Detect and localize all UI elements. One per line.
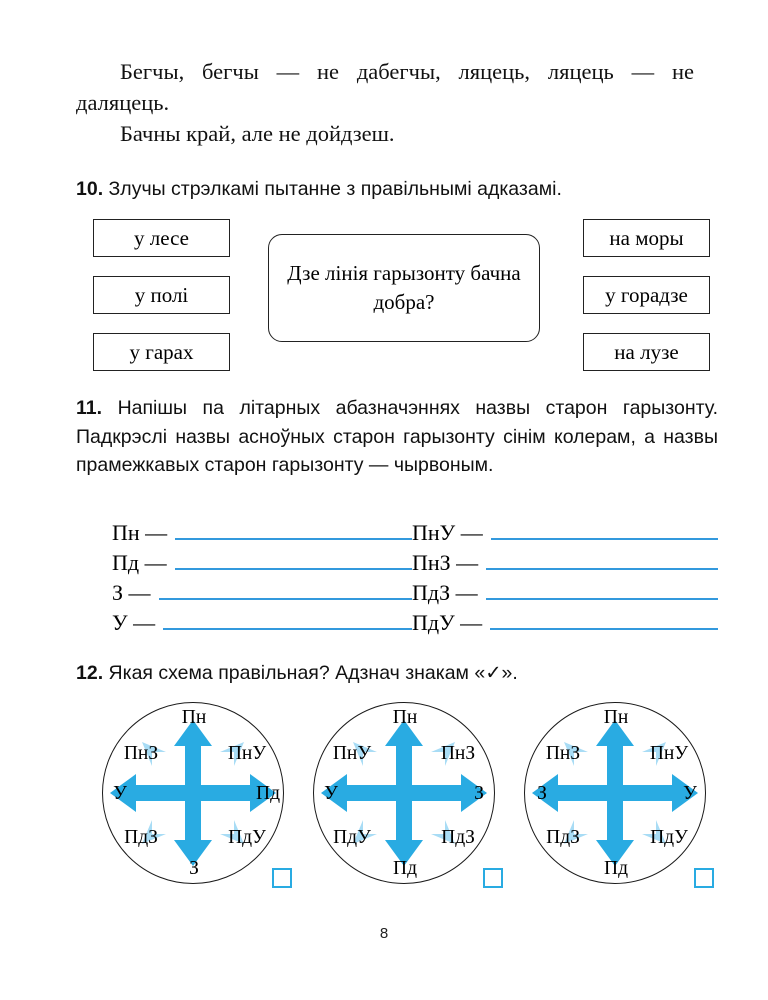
blank-label: ПнЗ —	[412, 550, 479, 575]
compass-scheme-1[interactable]	[96, 700, 292, 908]
write-in-line[interactable]	[163, 608, 412, 630]
option-label: у лесе	[134, 225, 189, 250]
option-box-right-2[interactable]	[583, 276, 710, 314]
exercise-10-prompt: Злучы стрэлкамі пытанне з правільнымі адказамі.	[108, 178, 562, 200]
compass-label-southwest: ПдУ	[333, 827, 371, 848]
blank-row	[112, 578, 412, 608]
write-in-line[interactable]	[175, 518, 412, 540]
intro-poem	[76, 56, 694, 149]
exercise-11-heading	[76, 394, 718, 480]
compass-label-north: Пн	[392, 707, 418, 728]
exercise-10-number: 10.	[76, 178, 104, 200]
compass-label-north: Пн	[181, 707, 207, 728]
option-box-right-1[interactable]	[583, 219, 710, 257]
compass-label-southeast: ПдЗ	[441, 827, 475, 848]
write-in-line[interactable]	[175, 548, 412, 570]
option-box-right-3[interactable]	[583, 333, 710, 371]
exercise-11-prompt: Напішы па літарных абазначэннях назвы старон гарызонту. Падкрэслі назвы асноўных старон гарызонту сінім колерам, а назвы прамежкавых старон гарызонту — чырвоным.	[76, 397, 718, 476]
compass-label-south: Пд	[392, 858, 417, 879]
compass-label-northeast: ПнУ	[649, 743, 689, 764]
answer-checkbox[interactable]	[694, 868, 714, 888]
answer-blanks-grid	[112, 518, 722, 638]
blank-row	[112, 608, 412, 638]
write-in-line[interactable]	[486, 548, 718, 570]
compass-label-southwest: ПдЗ	[546, 827, 580, 848]
option-box-left-3[interactable]	[93, 333, 230, 371]
compass-label-northwest: ПнЗ	[545, 743, 581, 764]
blank-label: ПнУ —	[412, 520, 483, 545]
compass-label-east: З	[474, 783, 484, 804]
compass-label-northwest: ПнЗ	[123, 743, 159, 764]
page-number: 8	[379, 925, 389, 942]
compass-label-south: Пд	[603, 858, 628, 879]
poem-line-1: Бегчы, бегчы — не дабегчы, ляцець, ляцець — не даляцець.	[76, 59, 694, 115]
compass-label-southeast: ПдУ	[228, 827, 266, 848]
compass-label-northeast: ПнУ	[227, 743, 267, 764]
blank-label: Пн —	[112, 520, 168, 545]
compass-scheme-3[interactable]	[518, 700, 714, 908]
blank-label: ПдЗ —	[412, 580, 478, 605]
exercise-11-number: 11.	[76, 397, 103, 419]
blank-label: Пд —	[112, 550, 167, 575]
option-box-left-2[interactable]	[93, 276, 230, 314]
compass-label-west: У	[324, 783, 338, 804]
compass-scheme-2[interactable]	[307, 700, 503, 908]
compass-label-west: У	[113, 783, 127, 804]
option-label: на лузе	[614, 339, 679, 364]
question-box[interactable]	[268, 234, 540, 342]
compass-schemes-row	[96, 700, 720, 910]
question-text: Дзе лінія гарызонту бачна добра?	[287, 261, 521, 314]
answer-checkbox[interactable]	[483, 868, 503, 888]
compass-label-south: З	[189, 858, 199, 879]
compass-label-west: З	[537, 783, 547, 804]
poem-line-2: Бачны край, але не дойдзеш.	[120, 121, 395, 146]
option-label: у полі	[134, 282, 189, 307]
write-in-line[interactable]	[159, 578, 412, 600]
write-in-line[interactable]	[486, 578, 718, 600]
exercise-10-heading	[76, 175, 716, 204]
compass-label-southwest: ПдЗ	[124, 827, 158, 848]
blank-label: З —	[112, 580, 151, 605]
answer-checkbox[interactable]	[272, 868, 292, 888]
option-box-left-1[interactable]	[93, 219, 230, 257]
blank-label: У —	[112, 610, 156, 635]
compass-label-east: У	[683, 783, 697, 804]
write-in-line[interactable]	[490, 608, 718, 630]
exercise-12-heading	[76, 659, 716, 688]
compass-label-east: Пд	[255, 783, 280, 804]
exercise-12-prompt: Якая схема правільная? Адзнач знакам «✓».	[108, 662, 518, 684]
write-in-line[interactable]	[491, 518, 718, 540]
compass-label-southeast: ПдУ	[650, 827, 688, 848]
blank-row	[412, 578, 722, 608]
blank-row	[412, 518, 722, 548]
blank-row	[412, 548, 722, 578]
blank-label: ПдУ —	[412, 610, 483, 635]
compass-label-north: Пн	[603, 707, 629, 728]
option-label: у горадзе	[605, 282, 688, 307]
blank-row	[112, 548, 412, 578]
exercise-12-number: 12.	[76, 662, 104, 684]
blank-row	[412, 608, 722, 638]
compass-label-northwest: ПнУ	[332, 743, 372, 764]
option-label: на моры	[609, 225, 684, 250]
compass-label-northeast: ПнЗ	[440, 743, 476, 764]
blank-row	[112, 518, 412, 548]
option-label: у гарах	[129, 339, 194, 364]
